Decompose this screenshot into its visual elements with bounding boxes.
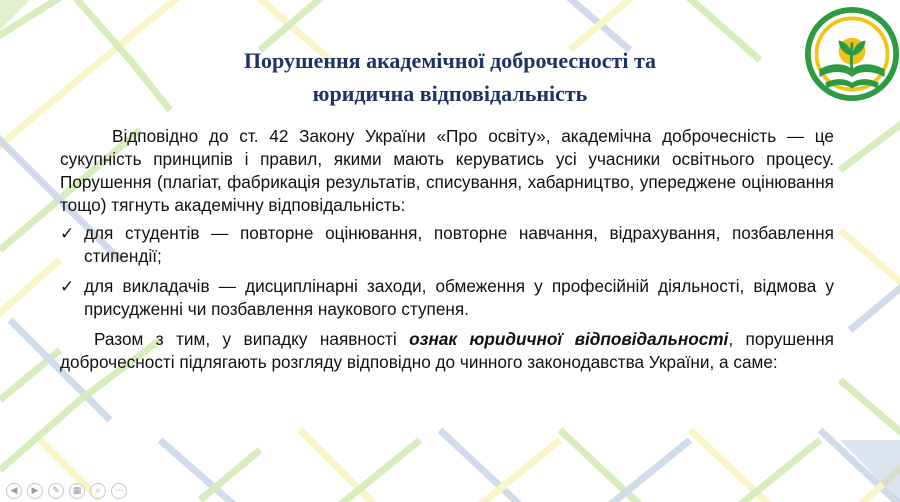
checkmark-icon: ✓ bbox=[60, 277, 75, 296]
intro-paragraph: Відповідно до ст. 42 Закону України «Про освіту», академічна доброчесність — це сукупність принципів і правил, якими мають керуватись усі учасники освітнього процесу. Порушення (плагіат, фабрикація результатів, списування, хабарництво, упереджене оцінювання тощо) тягнуть академічну відповідальність: bbox=[60, 126, 834, 215]
pages-icon[interactable]: ▦ bbox=[69, 483, 85, 499]
zoom-icon[interactable]: ⌕ bbox=[90, 483, 106, 499]
pen-icon[interactable]: ✎ bbox=[48, 483, 64, 499]
bullet-list bbox=[60, 222, 834, 321]
slide-content bbox=[60, 125, 834, 374]
next-icon[interactable]: ▶ bbox=[27, 483, 43, 499]
legal-paragraph-emphasis: ознак юридичної відповідальності bbox=[409, 329, 729, 349]
legal-paragraph-start: Разом з тим, у випадку наявності bbox=[94, 329, 410, 349]
legal-paragraph-end: , порушення доброчесності підлягають розгляду відповідно до чинного законодавства України, а саме: bbox=[60, 329, 834, 372]
slide-title bbox=[150, 44, 750, 110]
bullet-text-students: для студентів — повторне оцінювання, повторне навчання, відрахування, позбавлення стипендії; bbox=[84, 223, 834, 266]
more-icon[interactable]: ⋯ bbox=[111, 483, 127, 499]
slideshow-toolbar bbox=[6, 483, 127, 499]
checkmark-icon: ✓ bbox=[60, 224, 75, 243]
title-line-2: юридична відповідальність bbox=[312, 81, 588, 106]
bullet-item-teachers bbox=[60, 275, 834, 321]
title-line-1: Порушення академічної доброчесності та bbox=[243, 48, 657, 73]
legal-paragraph bbox=[60, 328, 834, 374]
university-logo bbox=[804, 4, 900, 104]
previous-icon[interactable]: ◀ bbox=[6, 483, 22, 499]
bullet-text-teachers: для викладачів — дисциплінарні заходи, обмеження у професійній діяльності, відмова у присудженні чи позбавлення наукового ступеня. bbox=[84, 276, 834, 319]
bullet-item-students bbox=[60, 222, 834, 268]
